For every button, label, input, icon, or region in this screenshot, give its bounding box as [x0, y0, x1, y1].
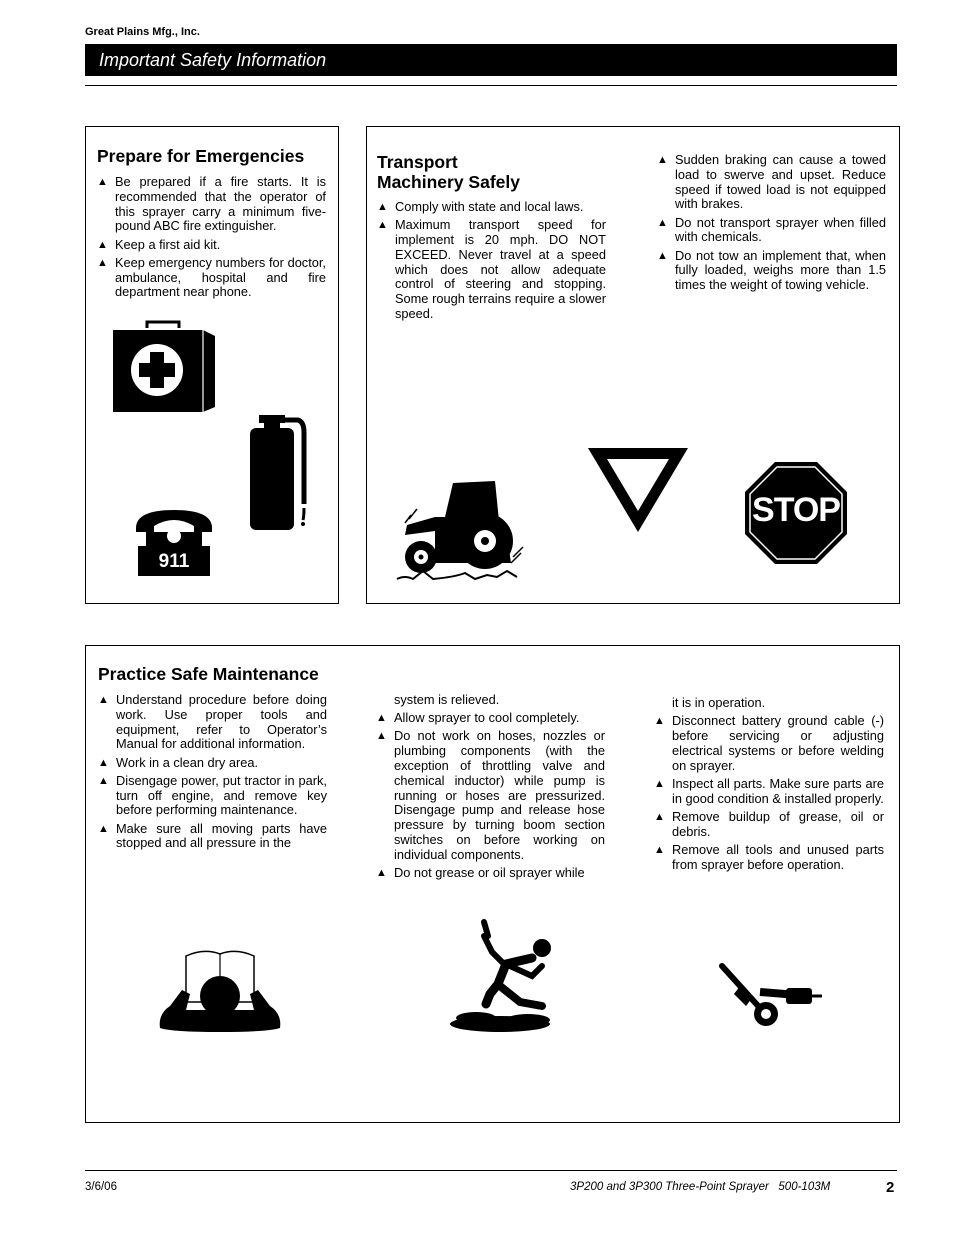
slip-hazard-icon	[444, 918, 560, 1036]
section-title: Important Safety Information	[99, 50, 327, 70]
transport-right-wrap	[657, 153, 886, 296]
company-name: Great Plains Mfg., Inc.	[85, 26, 200, 38]
transport-heading	[377, 152, 520, 192]
maintenance-heading: Practice Safe Maintenance	[98, 664, 319, 684]
maintenance-item: ▲ Disconnect battery ground cable (-) before servicing or adjusting electrical systems or before welding on sprayer.	[654, 714, 884, 773]
yield-sign-icon	[585, 445, 691, 535]
emergency-item: ▲ Keep emergency numbers for doctor, ambulance, hospital and fire department near phone.	[97, 256, 326, 300]
maintenance-item: ▲ Understand procedure before doing work. Use proper tools and equipment, refer to Operator’s Manual for additional information.	[98, 693, 327, 752]
transport-list-right	[657, 153, 886, 293]
footer-rule	[85, 1170, 897, 1171]
maintenance-item: ▲ Work in a clean dry area.	[98, 756, 327, 771]
transport-heading-line2: Machinery Safely	[377, 172, 520, 192]
maintenance-item: ▲ Inspect all parts. Make sure parts are in good condition & installed properly.	[654, 777, 884, 807]
tractor-skidding-icon	[395, 477, 525, 587]
emergencies-heading: Prepare for Emergencies	[97, 146, 305, 166]
maintenance-item: ▲ Disengage power, put tractor in park, turn off engine, and remove key before performing maintenance.	[98, 774, 327, 818]
maintenance-item: ▲ Do not work on hoses, nozzles or plumbing components (with the exception of throttling valve and chemical inductor) while pump is running or hoses are pressurized. Disengage pump and release hose pressure by turning boom section switches on before working on individual components.	[376, 729, 605, 862]
header-rule	[85, 85, 897, 86]
maintenance-item: ▲ Remove all tools and unused parts from sprayer before operation.	[654, 843, 884, 873]
emergencies-list	[97, 175, 326, 300]
maintenance-item: ▲ Allow sprayer to cool completely.	[376, 711, 605, 726]
maintenance-panel	[85, 645, 900, 1123]
transport-item: ▲ Do not transport sprayer when filled with chemicals.	[657, 216, 886, 246]
transport-item: ▲ Comply with state and local laws.	[377, 200, 606, 215]
maintenance-list-col2	[376, 711, 605, 881]
transport-list-left	[377, 200, 606, 322]
transport-item: ▲ Sudden braking can cause a towed load to swerve and upset. Reduce speed if towed load is not equipped with brakes.	[657, 153, 886, 212]
fire-extinguisher-icon	[246, 412, 310, 532]
maintenance-col2-continuation: system is relieved.	[394, 692, 500, 707]
transport-panel	[366, 126, 900, 604]
maintenance-col3	[654, 696, 884, 876]
maintenance-col1	[98, 693, 327, 855]
maintenance-col2	[376, 693, 605, 884]
emergency-number-label: 911	[158, 551, 190, 572]
emergencies-list-wrap	[97, 175, 326, 304]
page-number: 2	[886, 1179, 895, 1196]
section-title-bar	[85, 44, 897, 76]
emergencies-panel	[85, 126, 339, 604]
maintenance-list-col3	[654, 714, 884, 872]
footer-document-title: 3P200 and 3P300 Three-Point Sprayer 500-103M	[570, 1181, 831, 1193]
maintenance-col3-continuation: it is in operation.	[672, 695, 766, 710]
transport-item: ▲ Do not tow an implement that, when fully loaded, weighs more than 1.5 times the weight of towing vehicle.	[657, 249, 886, 293]
transport-left-wrap	[377, 200, 606, 325]
person-reading-manual-icon	[156, 944, 286, 1036]
footer-date: 3/6/06	[85, 1181, 117, 1193]
maintenance-list-col1	[98, 693, 327, 851]
emergency-item: ▲ Keep a first aid kit.	[97, 238, 326, 253]
transport-heading-line1: Transport	[377, 152, 458, 172]
stop-sign-label: STOP	[752, 491, 840, 529]
maintenance-item: ▲ Make sure all moving parts have stopped and all pressure in the	[98, 822, 327, 852]
emergency-item: ▲ Be prepared if a fire starts. It is recommended that the operator of this sprayer carry a minimum five-pound ABC fire extinguisher.	[97, 175, 326, 234]
maintenance-item: ▲ Do not grease or oil sprayer while	[376, 866, 605, 881]
first-aid-kit-icon	[113, 322, 217, 412]
transport-item: ▲ Maximum transport speed for implement is 20 mph. DO NOT EXCEED. Never travel at a speed which does not allow adequate control of steering and stopping. Some rough terrains require a slower speed.	[377, 218, 606, 322]
tools-icon	[716, 962, 826, 1032]
maintenance-item: ▲ Remove buildup of grease, oil or debris.	[654, 810, 884, 840]
